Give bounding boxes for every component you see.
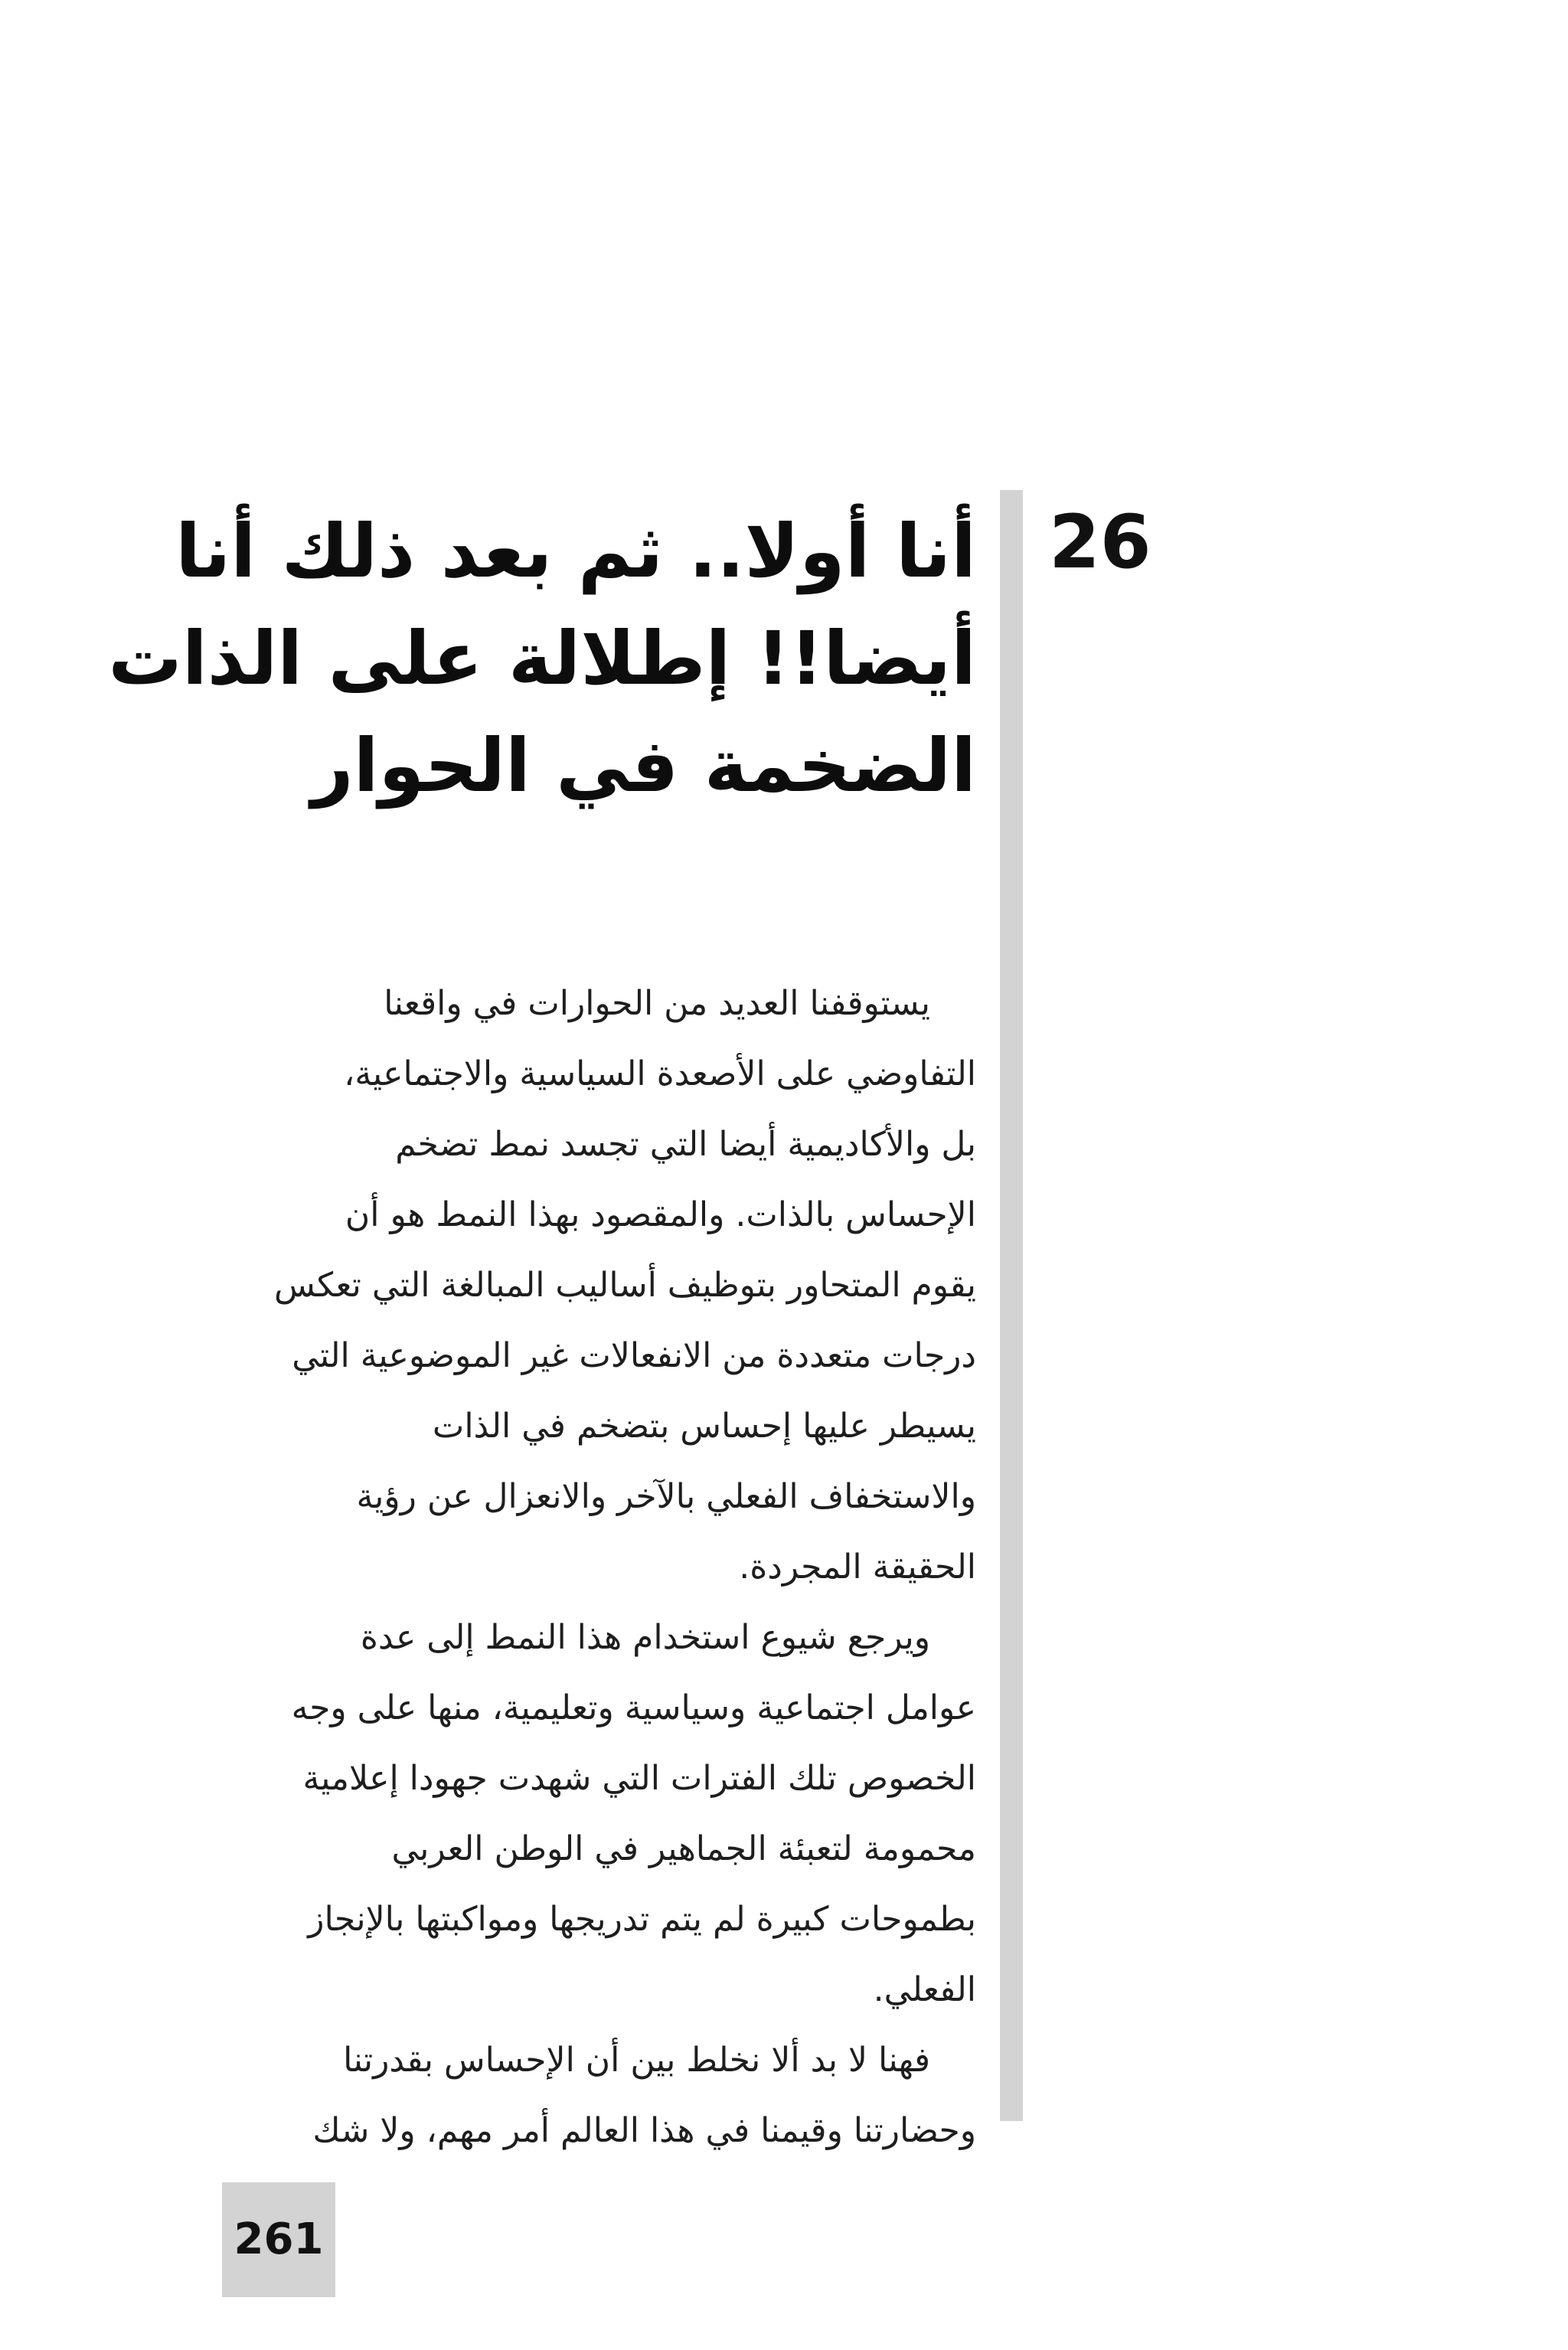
chapter-number: 26 — [1049, 499, 1152, 585]
paragraph-line: والاستخفاف الفعلي بالآخر والانعزال عن رؤية — [356, 1477, 976, 1516]
paragraph-line: محمومة لتعبئة الجماهير في الوطن العربي — [391, 1829, 976, 1868]
paragraph-line: درجات متعددة من الانفعالات غير الموضوعية التي — [292, 1336, 976, 1375]
paragraph-line: ويرجع شيوع استخدام هذا النمط إلى عدة — [360, 1618, 930, 1657]
paragraph-line: يستوقفنا العديد من الحوارات في واقعنا — [384, 984, 930, 1023]
paragraph-line: وحضارتنا وقيمنا في هذا العالم أمر مهم، ولا شك — [312, 2111, 976, 2150]
page-number: 261 — [234, 2214, 324, 2264]
page-number-box — [222, 2182, 335, 2297]
paragraph-line: الفعلي. — [873, 1970, 976, 2009]
paragraph-line: الحقيقة المجردة. — [739, 1548, 976, 1587]
paragraph-line: الإحساس بالذات. والمقصود بهذا النمط هو أن — [345, 1195, 976, 1234]
chapter-title-line: الضخمة في الحوار — [311, 723, 976, 809]
paragraph-line: بطموحات كبيرة لم يتم تدريجها ومواكبتها بالإنجاز — [308, 1900, 976, 1939]
body-text — [222, 969, 976, 2166]
chapter-title-line: أيضا!! إطلالة على الذات — [108, 616, 976, 701]
chapter-title — [108, 498, 976, 819]
vertical-side-rule — [1000, 490, 1023, 2121]
paragraph-line: التفاوضي على الأصعدة السياسية والاجتماعية، — [344, 1054, 976, 1093]
paragraph-line: عوامل اجتماعية وسياسية وتعليمية، منها على وجه — [291, 1688, 976, 1727]
paragraph-line: يقوم المتحاور بتوظيف أساليب المبالغة التي تعكس — [274, 1266, 976, 1305]
paragraph-line: بل والأكاديمية أيضا التي تجسد نمط تضخم — [395, 1125, 976, 1164]
paragraph-line: يسيطر عليها إحساس بتضخم في الذات — [432, 1407, 976, 1446]
paragraph-line: الخصوص تلك الفترات التي شهدت جهودا إعلامية — [302, 1759, 976, 1798]
chapter-title-line: أنا أولا.. ثم بعد ذلك أنا — [175, 508, 976, 594]
paragraph-line: فهنا لا بد ألا نخلط بين أن الإحساس بقدرتنا — [343, 2041, 930, 2080]
